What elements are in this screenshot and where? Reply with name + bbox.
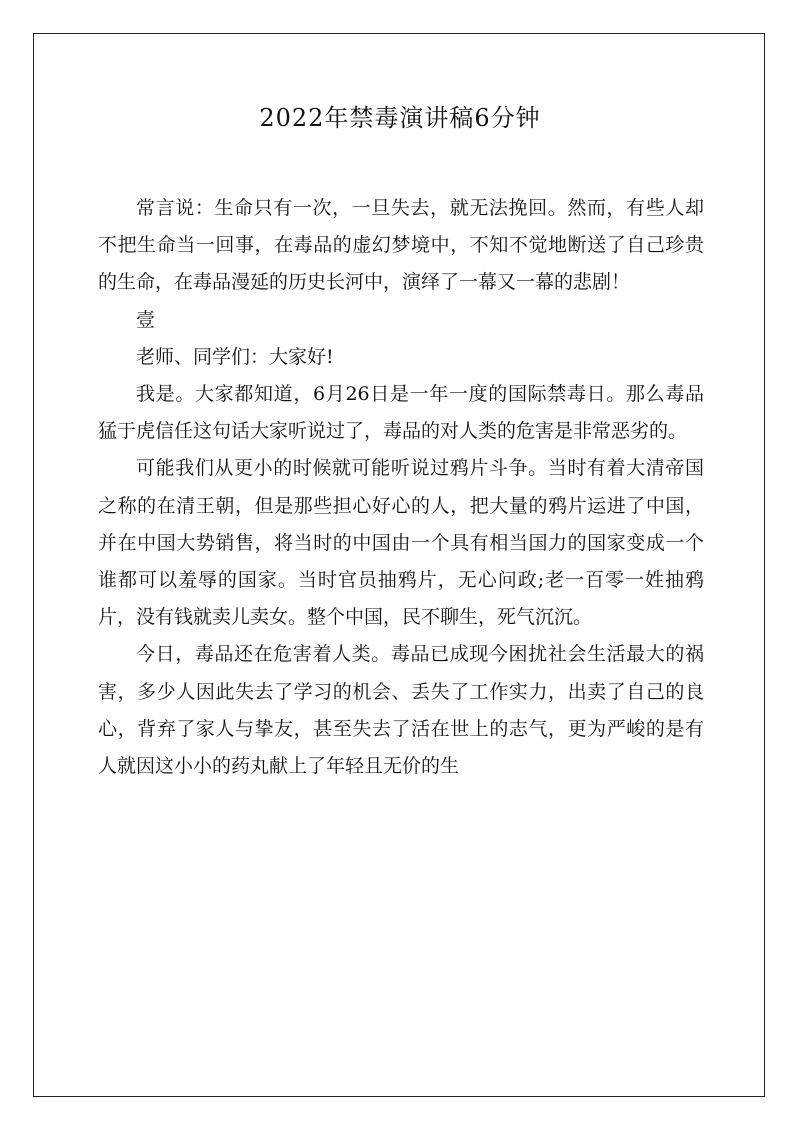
paragraph: 我是。大家都知道，6月26日是一年一度的国际禁毒日。那么毒品猛于虎信任这句话大家听说过了，毒品的对人类的危害是非常恶劣的。 [98,383,704,443]
document-body [98,190,704,785]
document-title: 2022年禁毒演讲稿6分钟 [259,104,541,132]
paragraph: 老师、同学们：大家好! [136,345,334,368]
paragraph: 常言说：生命只有一次，一旦失去，就无法挽回。然而，有些人却不把生命当一回事，在毒品的虚幻梦境中，不知不觉地断送了自己珍贵的生命，在毒品漫延的历史长河中，演绎了一幕又一幕的悲剧！ [98,197,704,294]
paragraph: 今日，毒品还在危害着人类。毒品已成现今困扰社会生活最大的祸害，多少人因此失去了学习的机会、丢失了工作实力，出卖了自己的良心，背弃了家人与挚友，甚至失去了活在世上的志气，更为严峻的是有人就因这小小的药丸献上了年轻且无价的生 [98,643,704,778]
paragraph: 壹 [136,308,156,331]
paragraph: 可能我们从更小的时候就可能听说过鸦片斗争。当时有着大清帝国之称的在清王朝，但是那些担心好心的人，把大量的鸦片运进了中国，并在中国大势销售，将当时的中国由一个具有相当国力的国家变成一个谁都可以羞辱的国家。当时官员抽鸦片，无心问政;老一百零一姓抽鸦片，没有钱就卖儿卖女。整个中国，民不聊生，死气沉沉。 [98,457,704,629]
